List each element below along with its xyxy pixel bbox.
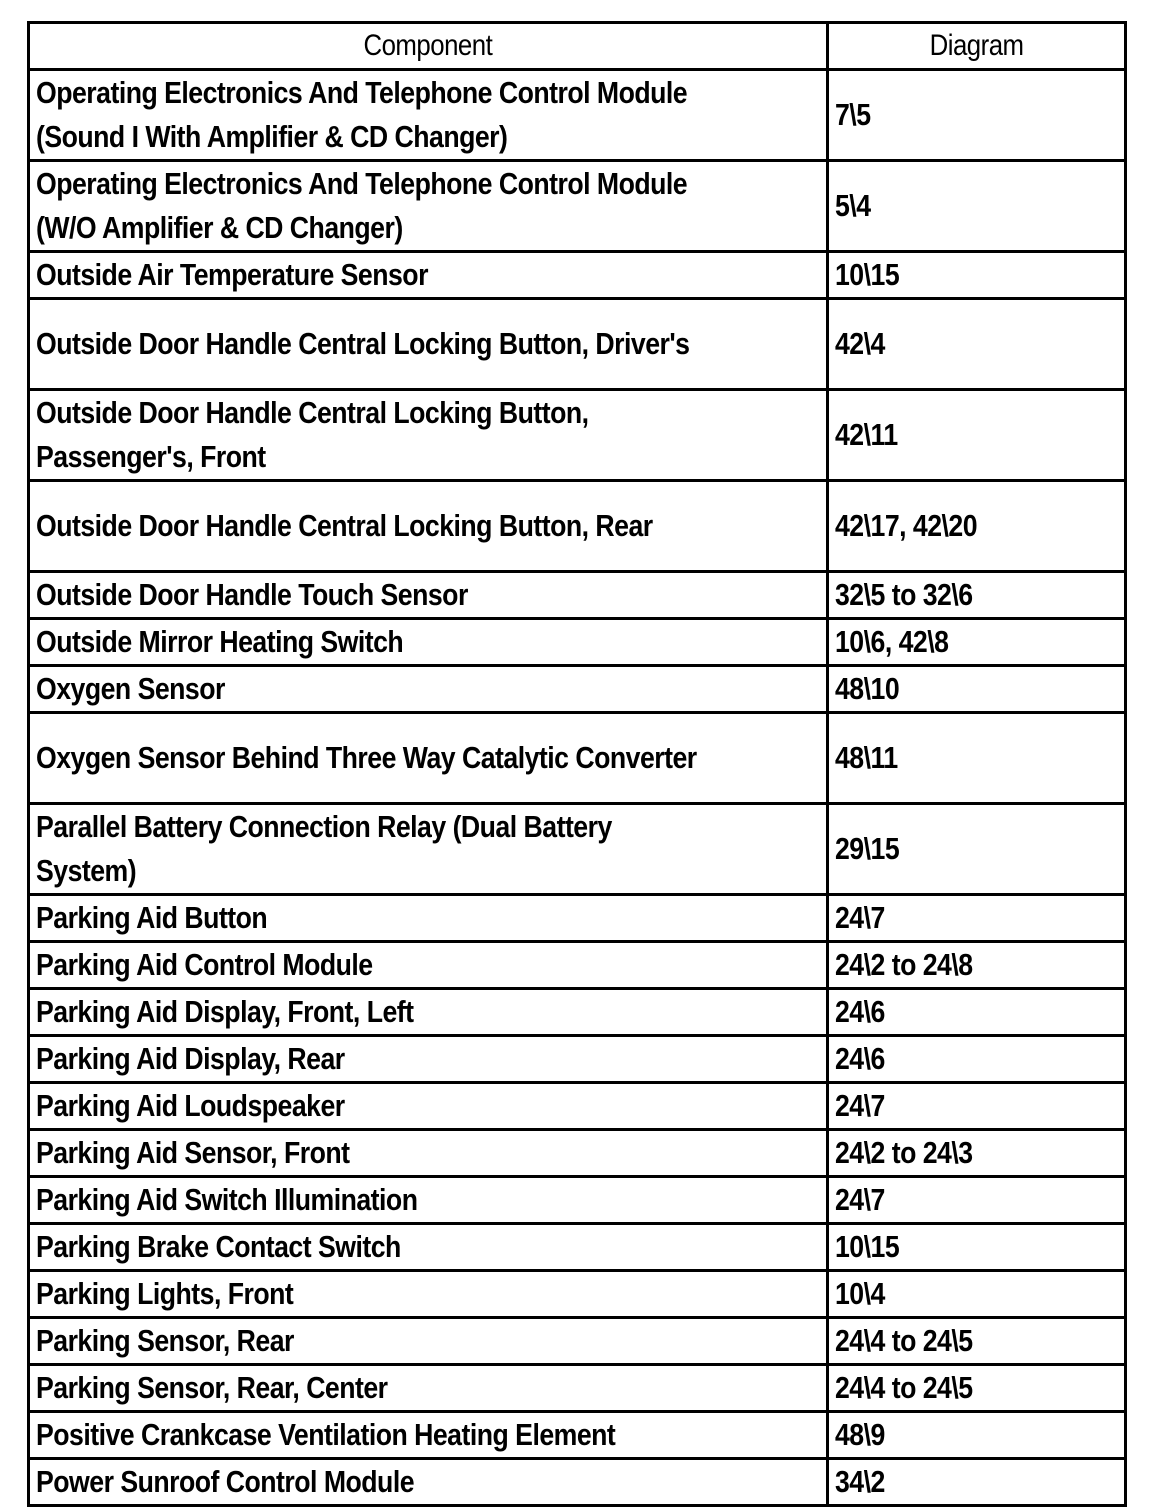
- component-name-line: Oxygen Sensor: [36, 671, 225, 706]
- component-cell: [29, 666, 828, 713]
- table-row: [29, 1365, 1126, 1412]
- component-cell: [29, 1412, 828, 1459]
- diagram-cell: [828, 572, 1126, 619]
- component-column-header: Component: [29, 23, 828, 70]
- component-name-line: Parking Aid Sensor, Front: [36, 1135, 350, 1170]
- diagram-reference: 5\4: [835, 188, 871, 223]
- table-row: [29, 1271, 1126, 1318]
- component-cell: [29, 1224, 828, 1271]
- component-name-line: Passenger's, Front: [36, 439, 266, 474]
- diagram-reference: 24\7: [835, 1182, 885, 1217]
- component-name-line: Outside Door Handle Central Locking Button, Driver's: [36, 326, 690, 361]
- table-row: [29, 619, 1126, 666]
- component-name-line: Operating Electronics And Telephone Control Module: [36, 166, 688, 201]
- diagram-reference: 24\6: [835, 994, 885, 1029]
- component-cell: [29, 299, 828, 390]
- component-name-line: Outside Mirror Heating Switch: [36, 624, 404, 659]
- component-cell: [29, 1036, 828, 1083]
- diagram-cell: [828, 895, 1126, 942]
- diagram-cell: [828, 1459, 1126, 1506]
- table-row: [29, 481, 1126, 572]
- diagram-reference: 29\15: [835, 831, 900, 866]
- table-row: [29, 161, 1126, 252]
- component-cell: [29, 1130, 828, 1177]
- component-name-line: Parking Sensor, Rear, Center: [36, 1370, 388, 1405]
- diagram-reference: 48\11: [835, 740, 898, 775]
- diagram-reference: 24\4 to 24\5: [835, 1370, 973, 1405]
- component-cell: [29, 1083, 828, 1130]
- table-row: [29, 1459, 1126, 1506]
- diagram-cell: [828, 619, 1126, 666]
- table-row: [29, 1036, 1126, 1083]
- component-cell: [29, 619, 828, 666]
- diagram-reference: 42\4: [835, 326, 885, 361]
- component-name-line: Outside Door Handle Touch Sensor: [36, 577, 468, 612]
- table-row: [29, 666, 1126, 713]
- diagram-cell: [828, 1224, 1126, 1271]
- diagram-cell: [828, 70, 1126, 161]
- diagram-cell: [828, 390, 1126, 481]
- diagram-reference: 48\10: [835, 671, 900, 706]
- diagram-cell: [828, 1318, 1126, 1365]
- component-cell: [29, 161, 828, 252]
- diagram-reference: 24\7: [835, 1088, 885, 1123]
- table-body: [29, 70, 1126, 1506]
- component-cell: [29, 1177, 828, 1224]
- component-cell: [29, 572, 828, 619]
- table-row: [29, 1318, 1126, 1365]
- component-index-sheet: [27, 21, 1124, 1507]
- component-name-line: Power Sunroof Control Module: [36, 1464, 415, 1499]
- component-name-line: Oxygen Sensor Behind Three Way Catalytic Converter: [36, 740, 697, 775]
- diagram-cell: [828, 1271, 1126, 1318]
- component-name-line: Parking Lights, Front: [36, 1276, 294, 1311]
- diagram-cell: [828, 1036, 1126, 1083]
- table-row: [29, 1224, 1126, 1271]
- diagram-cell: [828, 252, 1126, 299]
- diagram-reference: 42\11: [835, 417, 898, 452]
- component-name-line: Parking Aid Control Module: [36, 947, 373, 982]
- table-row: [29, 390, 1126, 481]
- component-cell: [29, 1271, 828, 1318]
- diagram-cell: [828, 161, 1126, 252]
- component-name-line: (W/O Amplifier & CD Changer): [36, 210, 403, 245]
- diagram-cell: [828, 666, 1126, 713]
- table-row: [29, 252, 1126, 299]
- diagram-cell: [828, 942, 1126, 989]
- table-row: [29, 299, 1126, 390]
- component-cell: [29, 481, 828, 572]
- diagram-cell: [828, 804, 1126, 895]
- component-name-line: Parking Aid Button: [36, 900, 268, 935]
- component-cell: [29, 895, 828, 942]
- diagram-reference: 24\7: [835, 900, 885, 935]
- component-name-line: Outside Door Handle Central Locking Button,: [36, 395, 589, 430]
- diagram-reference: 24\6: [835, 1041, 885, 1076]
- component-name-line: System): [36, 853, 137, 888]
- diagram-cell: [828, 1365, 1126, 1412]
- diagram-cell: [828, 1130, 1126, 1177]
- diagram-cell: [828, 481, 1126, 572]
- diagram-reference: 10\6, 42\8: [835, 624, 949, 659]
- diagram-cell: [828, 299, 1126, 390]
- diagram-cell: [828, 1083, 1126, 1130]
- component-cell: [29, 1459, 828, 1506]
- component-cell: [29, 70, 828, 161]
- component-cell: [29, 989, 828, 1036]
- component-cell: [29, 390, 828, 481]
- table-row: [29, 70, 1126, 161]
- table-row: [29, 942, 1126, 989]
- table-header-row: [29, 23, 1126, 70]
- component-cell: [29, 713, 828, 804]
- component-name-line: Parallel Battery Connection Relay (Dual Battery: [36, 809, 612, 844]
- component-cell: [29, 1365, 828, 1412]
- component-cell: [29, 942, 828, 989]
- table-row: [29, 989, 1126, 1036]
- table-row: [29, 713, 1126, 804]
- component-name-line: Parking Aid Loudspeaker: [36, 1088, 345, 1123]
- table-row: [29, 895, 1126, 942]
- diagram-cell: [828, 1412, 1126, 1459]
- diagram-reference: 7\5: [835, 97, 871, 132]
- diagram-reference: 10\15: [835, 257, 900, 292]
- table-row: [29, 1130, 1126, 1177]
- diagram-reference: 24\2 to 24\8: [835, 947, 973, 982]
- table-row: [29, 1177, 1126, 1224]
- diagram-reference: 24\4 to 24\5: [835, 1323, 973, 1358]
- component-cell: [29, 1318, 828, 1365]
- diagram-reference: 10\15: [835, 1229, 900, 1264]
- component-name-line: Parking Aid Switch Illumination: [36, 1182, 418, 1217]
- component-name-line: Outside Door Handle Central Locking Button, Rear: [36, 508, 653, 543]
- table-row: [29, 804, 1126, 895]
- diagram-cell: [828, 1177, 1126, 1224]
- component-name-line: Outside Air Temperature Sensor: [36, 257, 428, 292]
- diagram-reference: 24\2 to 24\3: [835, 1135, 973, 1170]
- diagram-reference: 42\17, 42\20: [835, 508, 978, 543]
- component-cell: [29, 252, 828, 299]
- component-name-line: Positive Crankcase Ventilation Heating Element: [36, 1417, 616, 1452]
- component-diagram-table: [27, 21, 1127, 1507]
- component-name-line: Parking Sensor, Rear: [36, 1323, 294, 1358]
- table-row: [29, 1412, 1126, 1459]
- diagram-reference: 10\4: [835, 1276, 885, 1311]
- component-name-line: Parking Aid Display, Front, Left: [36, 994, 414, 1029]
- diagram-reference: 34\2: [835, 1464, 885, 1499]
- component-name-line: Parking Brake Contact Switch: [36, 1229, 401, 1264]
- component-cell: [29, 804, 828, 895]
- component-name-line: Parking Aid Display, Rear: [36, 1041, 345, 1076]
- component-name-line: (Sound I With Amplifier & CD Changer): [36, 119, 508, 154]
- diagram-cell: [828, 989, 1126, 1036]
- table-row: [29, 1083, 1126, 1130]
- component-name-line: Operating Electronics And Telephone Control Module: [36, 75, 688, 110]
- diagram-cell: [828, 713, 1126, 804]
- table-row: [29, 572, 1126, 619]
- diagram-column-header: Diagram: [828, 23, 1126, 70]
- diagram-reference: 48\9: [835, 1417, 885, 1452]
- diagram-reference: 32\5 to 32\6: [835, 577, 973, 612]
